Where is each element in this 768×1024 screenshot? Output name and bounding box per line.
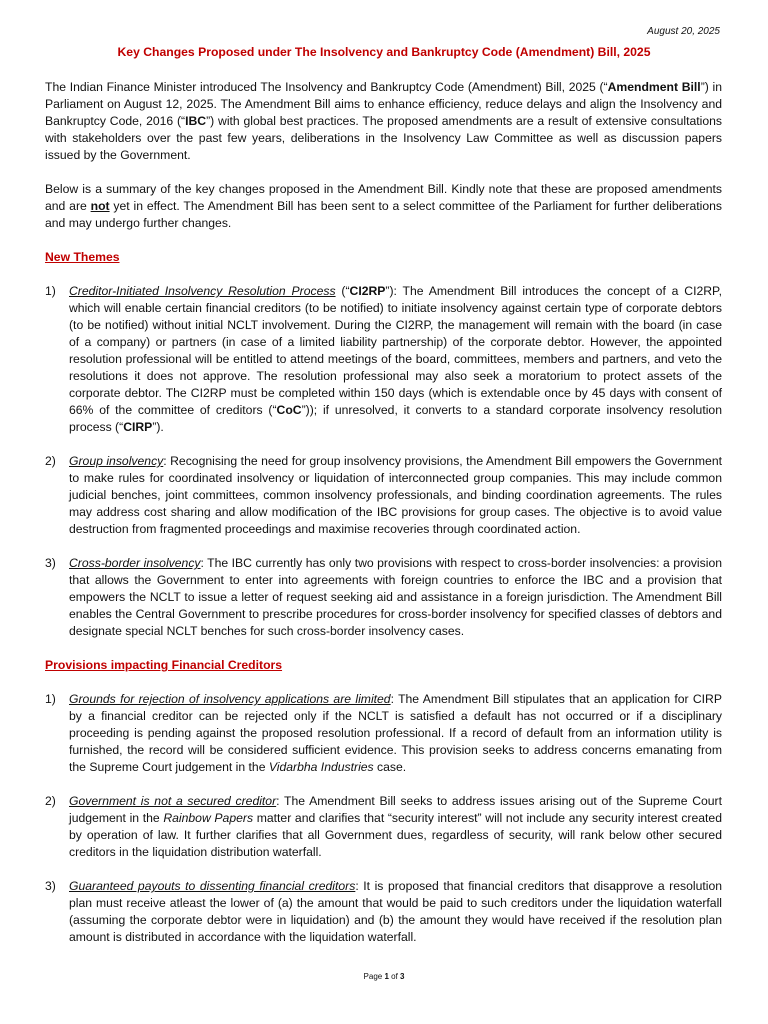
section-heading-new-themes: New Themes <box>45 250 120 264</box>
text-run: : The IBC currently has only two provisions with respect to cross-border insolvencies: a provision that allows the Government to enter into agreements with foreign countries to enforce the IBC and a provision that empowers the NCLT to issue a letter of request seeking aid and assistance in a foreign jurisdiction. The Amendment Bill enables the Central Government to prescribe procedures for cross-border insolvency for specified classes of debtors and designate special NCLT benches for such cross-border insolvency cases. <box>69 556 723 638</box>
text-run: ”) with global best practices. The proposed amendments are a result of extensive consultations with stakeholders over the past few years, deliberations in the Insolvency Law Committee as well as discussion papers issued by the Government. <box>45 114 722 162</box>
list-item <box>45 793 722 861</box>
item-number: 1) <box>45 692 56 706</box>
page-number-footer <box>0 972 768 981</box>
item-term: Cross-border insolvency <box>69 556 201 570</box>
list-item <box>45 691 722 776</box>
total-pages: 3 <box>400 972 405 981</box>
item-number: 2) <box>45 454 56 468</box>
text-run: The Indian Finance Minister introduced The Insolvency and Bankruptcy Code (Amendment) Bill, 2025 (“ <box>45 80 608 94</box>
text-run: ”): The Amendment Bill introduces the concept of a CI2RP, which will enable certain financial creditors (to be notified) to initiate insolvency against certain type of corporate debtors (to be notified) without initial NCLT involvement. During the CI2RP, the management will remain with the board (in case of a company) or partners (in case of a limited liability partnership) of the corporate debtor. However, the appointed resolution professional will be entitled to attend meetings of the board, committees, members and partners, and veto the resolutions it does not approve. The resolution professional may also seek a moratorium to protect assets of the corporate debtor. The CI2RP must be completed within 150 days (which is extendable once by 45 days with consent of 66% of the committee of creditors (“ <box>69 284 722 417</box>
defined-term: CIRP <box>123 420 153 434</box>
financial-creditors-list <box>45 691 722 946</box>
case-name: Vidarbha Industries <box>268 760 374 774</box>
text-run: case. <box>373 760 407 774</box>
list-item <box>45 555 722 640</box>
item-term: Government is not a secured creditor <box>69 794 277 808</box>
text-run: yet in effect. The Amendment Bill has been sent to a select committee of the Parliament for further deliberations and may undergo further changes. <box>45 199 722 230</box>
section-heading-financial-creditors: Provisions impacting Financial Creditors <box>45 658 283 672</box>
text-run: ”)); if unresolved, it converts to a standard corporate insolvency resolution process (“ <box>69 403 722 434</box>
document-body <box>45 79 722 963</box>
emphasis-not: not <box>90 199 110 213</box>
text-run: Below is a summary of the key changes proposed in the Amendment Bill. Kindly note that these are proposed amendments and are <box>45 182 722 213</box>
list-item <box>45 283 722 436</box>
intro-paragraph-1 <box>45 79 722 164</box>
text-run: : Recognising the need for group insolvency provisions, the Amendment Bill empowers the Government to make rules for coordinated insolvency or liquidation of interconnected group companies. This may include common judicial benches, joint committees, common insolvency professionals, and binding coordination agreements. The rules may address cost sharing and allow modification of the IBC provisions for group cases. The objective is to avoid value destruction from fragmented proceedings and maximise recoveries through coordinated action. <box>69 454 722 536</box>
defined-term: CI2RP <box>349 284 386 298</box>
text-run: (“ <box>335 284 350 298</box>
list-item <box>45 453 722 538</box>
case-name: Rainbow Papers <box>163 811 254 825</box>
new-themes-list <box>45 283 722 640</box>
page-label: Page <box>363 972 385 981</box>
text-run: ”). <box>152 420 164 434</box>
current-page: 1 <box>384 972 389 981</box>
defined-term: CoC <box>276 403 302 417</box>
intro-paragraph-2 <box>45 181 722 232</box>
text-run: ”) in Parliament on August 12, 2025. The Amendment Bill aims to enhance efficiency, reduce delays and align the Insolvency and Bankruptcy Code, 2016 (“ <box>45 80 722 128</box>
page-of-label: of <box>388 972 401 981</box>
item-term: Grounds for rejection of insolvency applications are limited <box>69 692 391 706</box>
text-run: : The Amendment Bill seeks to address issues arising out of the Supreme Court judgement in the <box>69 794 722 825</box>
text-run: matter and clarifies that “security interest” will not include any security interest created by operation of law. It further clarifies that all Government dues, regardless of security, will rank below other secured creditors in the liquidation distribution waterfall. <box>69 811 722 859</box>
document-title: Key Changes Proposed under The Insolvency and Bankruptcy Code (Amendment) Bill, 2025 <box>117 45 651 59</box>
item-term: Group insolvency <box>69 454 164 468</box>
defined-term: IBC <box>185 114 207 128</box>
document-date: August 20, 2025 <box>647 26 720 37</box>
item-number: 3) <box>45 556 56 570</box>
item-term: Guaranteed payouts to dissenting financial creditors <box>69 879 356 893</box>
item-number: 3) <box>45 879 56 893</box>
list-item <box>45 878 722 946</box>
item-term: Creditor-Initiated Insolvency Resolution Process <box>69 284 336 298</box>
defined-term: Amendment Bill <box>607 80 701 94</box>
text-run: : The Amendment Bill stipulates that an application for CIRP by a financial creditor can be rejected only if the NCLT is satisfied a default has not occurred or if a disciplinary proceeding is pending against the proposed resolution professional. If a record of default from an information utility is furnished, the record will be considered sufficient evidence. This provision seeks to address concerns emanating from the Supreme Court judgement in the <box>69 692 722 774</box>
text-run: : It is proposed that financial creditors that disapprove a resolution plan must receive atleast the lower of (a) the amount that would be paid to such creditors under the liquidation waterfall (assuming the corporate debtor were in liquidation) and (b) the amount they would have received if the resolution plan amount is distributed in accordance with the liquidation waterfall. <box>69 879 722 944</box>
item-number: 2) <box>45 794 56 808</box>
item-number: 1) <box>45 284 56 298</box>
